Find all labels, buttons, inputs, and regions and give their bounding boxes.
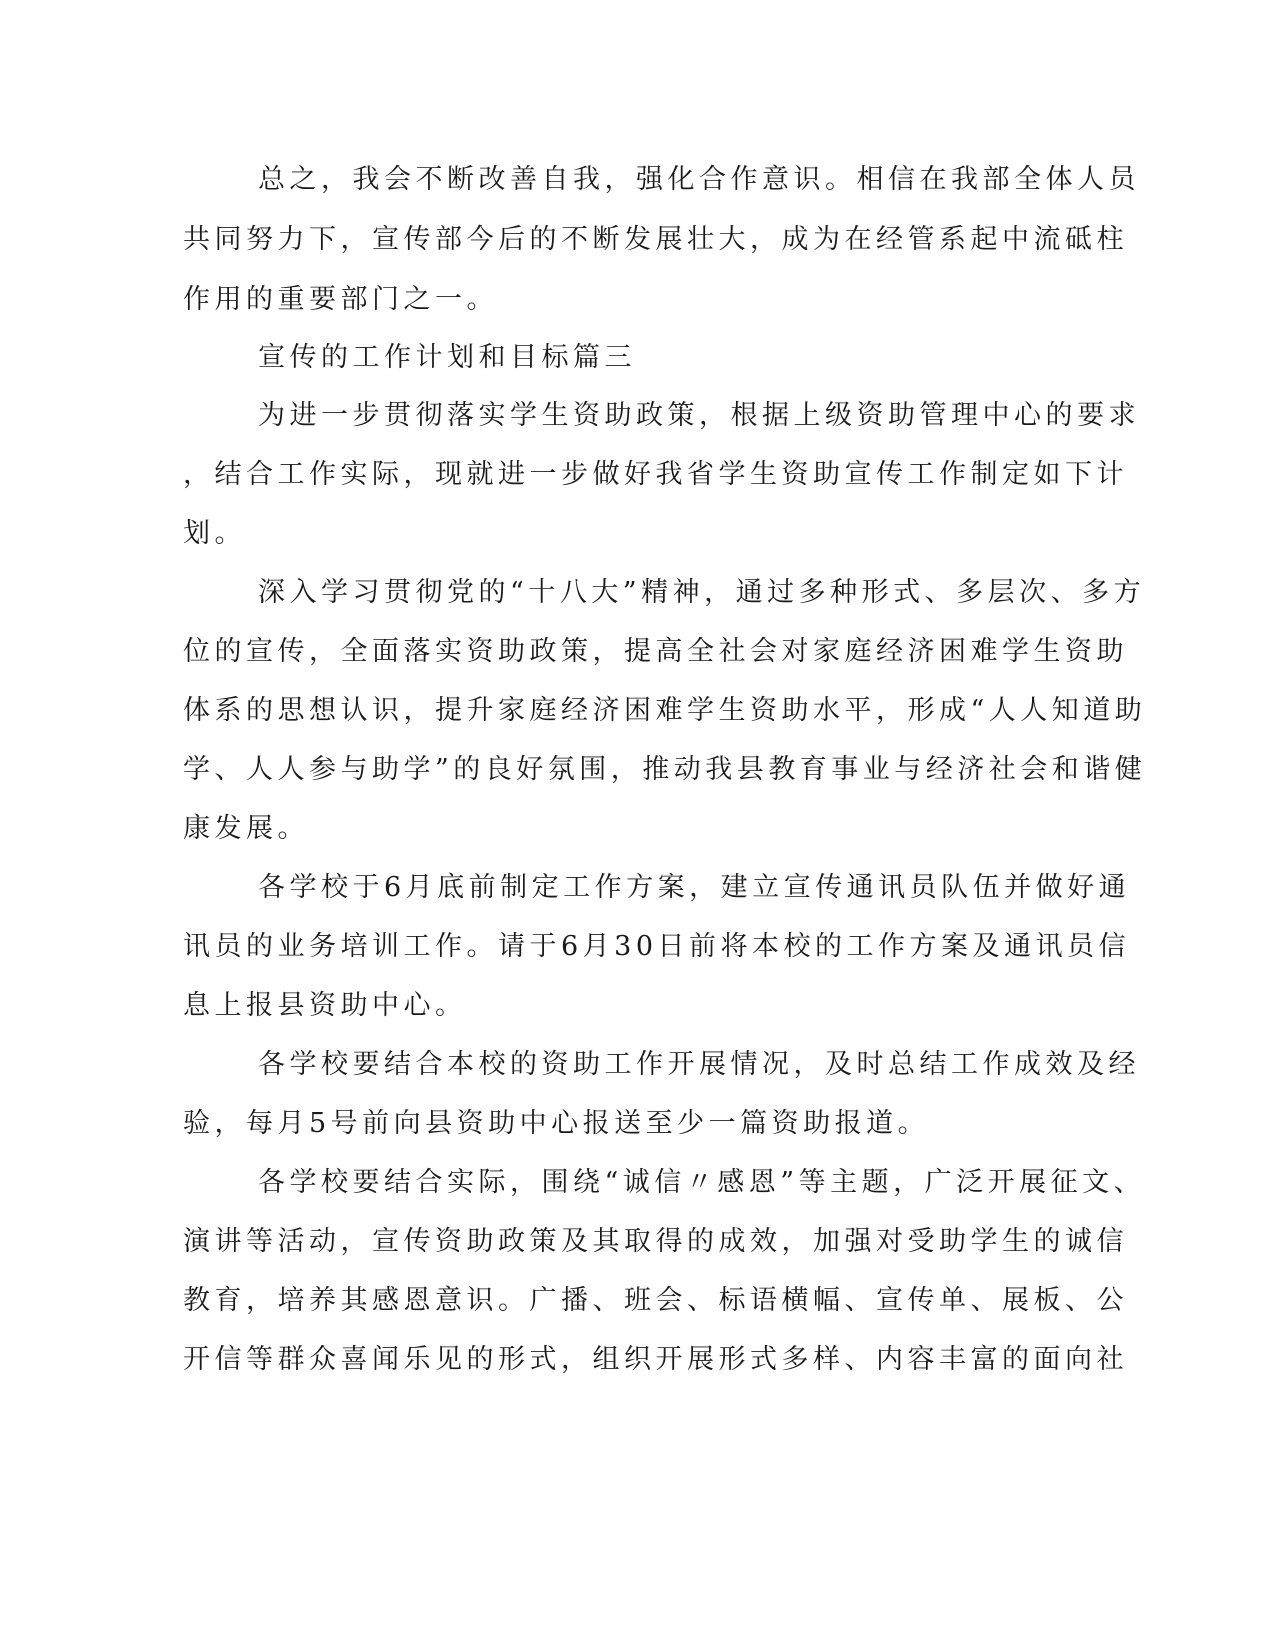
paragraph-line: 作用的重要部门之一。 bbox=[183, 284, 498, 315]
paragraph-line: 总之，我会不断改善自我，强化合作意识。相信在我部全体人员 bbox=[258, 164, 1140, 195]
paragraph-line: 深入学习贯彻党的“十八大”精神，通过多种形式、多层次、多方 bbox=[258, 577, 1146, 608]
paragraph-line: 各学校要结合本校的资助工作开展情况，及时总结工作成效及经 bbox=[258, 1049, 1140, 1080]
paragraph-line: ，结合工作实际，现就进一步做好我省学生资助宣传工作制定如下计 bbox=[183, 459, 1128, 490]
paragraph-line: 教育，培养其感恩意识。广播、班会、标语横幅、宣传单、展板、公 bbox=[183, 1285, 1128, 1316]
paragraph-line: 演讲等活动，宣传资助政策及其取得的成效，加强对受助学生的诚信 bbox=[183, 1226, 1128, 1257]
paragraph-line: 体系的思想认识，提升家庭经济困难学生资助水平，形成“人人知道助 bbox=[183, 695, 1147, 726]
paragraph-line: 讯员的业务培训工作。请于6月30日前将本校的工作方案及通讯员信 bbox=[183, 931, 1131, 962]
paragraph-line: 康发展。 bbox=[183, 813, 309, 844]
paragraph-line: 各学校于6月底前制定工作方案，建立宣传通讯员队伍并做好通 bbox=[258, 872, 1131, 903]
paragraph-line: 学、人人参与助学”的良好氛围，推动我县教育事业与经济社会和谐健 bbox=[183, 754, 1147, 785]
paragraph-line: 共同努力下，宣传部今后的不断发展壮大，成为在经管系起中流砥柱 bbox=[183, 224, 1128, 255]
paragraph-line: 划。 bbox=[183, 518, 246, 549]
paragraph-line: 为进一步贯彻落实学生资助政策，根据上级资助管理中心的要求 bbox=[258, 400, 1140, 431]
paragraph-line: 位的宣传，全面落实资助政策，提高全社会对家庭经济困难学生资助 bbox=[183, 636, 1128, 667]
paragraph-line: 息上报县资助中心。 bbox=[183, 990, 467, 1021]
section-heading: 宣传的工作计划和目标篇三 bbox=[258, 342, 636, 373]
paragraph-line: 各学校要结合实际，围绕“诚信〃感恩”等主题，广泛开展征文、 bbox=[258, 1167, 1146, 1198]
paragraph-line: 验，每月5号前向县资助中心报送至少一篇资助报道。 bbox=[183, 1108, 930, 1139]
paragraph-line: 开信等群众喜闻乐见的形式，组织开展形式多样、内容丰富的面向社 bbox=[183, 1344, 1128, 1375]
